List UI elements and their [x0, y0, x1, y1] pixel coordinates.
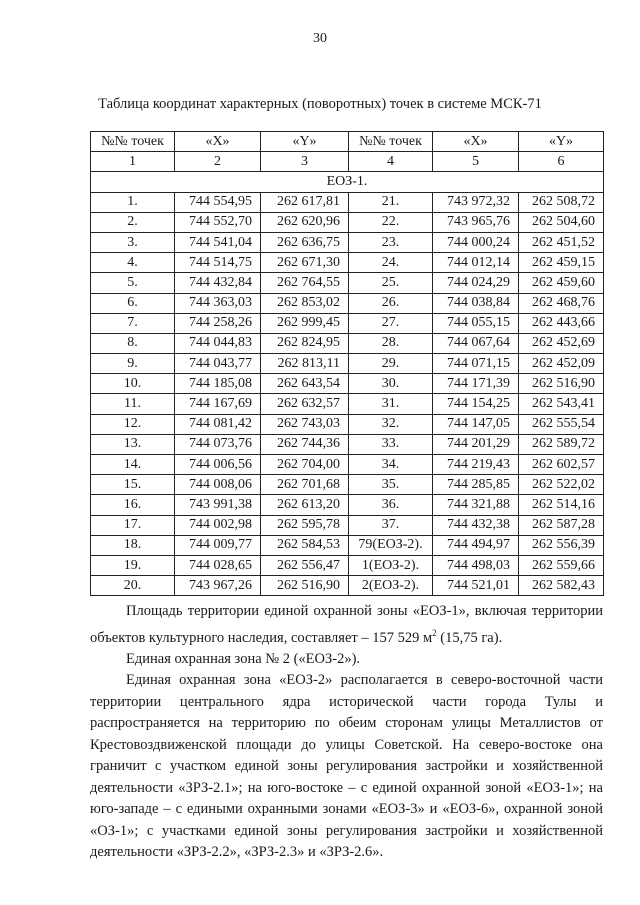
- y-coordinate-cell: 262 559,66: [519, 555, 604, 575]
- page-number: 30: [313, 31, 327, 46]
- area-paragraph: [90, 601, 603, 649]
- x-coordinate-cell: 744 494,97: [433, 535, 519, 555]
- point-number-cell: 35.: [349, 475, 433, 495]
- x-coordinate-cell: 744 432,38: [433, 515, 519, 535]
- column-number-cell: 1: [91, 152, 175, 172]
- point-number-cell: 17.: [91, 515, 175, 535]
- x-coordinate-cell: 744 147,05: [433, 414, 519, 434]
- zone2-description: Единая охранная зона «ЕОЗ-2» располагается в северо-восточной части территории центрального ядра исторической части города Тулы и распространяется на территорию по обеим сторонам улицы Металлистов от Крестовоздвиженской площади до улицы Советской. На северо-востоке она граничит с участком единой зоны регулирования застройки и хозяйственной деятельности «ЗРЗ-2.1»; на юго-востоке – с единой охранной зоной «ЕОЗ-1»; на юго-западе – с едиными охранными зонами «ЕОЗ-3» и «ЕОЗ-6», охранной зоной «ОЗ-1»; с участками единой зоны регулирования застройки и хозяйственной деятельности «ЗРЗ-2.2», «ЗРЗ-2.3» и «ЗРЗ-2.6».: [90, 672, 603, 861]
- table-row: [91, 313, 604, 333]
- x-coordinate-cell: 744 009,77: [175, 535, 261, 555]
- y-coordinate-cell: 262 620,96: [261, 212, 349, 232]
- x-coordinate-cell: 744 008,06: [175, 475, 261, 495]
- column-number-row: [91, 152, 604, 172]
- header-cell: «X»: [433, 132, 519, 152]
- point-number-cell: 24.: [349, 253, 433, 273]
- point-number-cell: 1(ЕОЗ-2).: [349, 555, 433, 575]
- table-header-row: [91, 132, 604, 152]
- point-number-cell: 2(ЕОЗ-2).: [349, 576, 433, 596]
- point-number-cell: 19.: [91, 555, 175, 575]
- y-coordinate-cell: 262 589,72: [519, 434, 604, 454]
- point-number-cell: 22.: [349, 212, 433, 232]
- x-coordinate-cell: 744 002,98: [175, 515, 261, 535]
- x-coordinate-cell: 744 258,26: [175, 313, 261, 333]
- x-coordinate-cell: 744 363,03: [175, 293, 261, 313]
- x-coordinate-cell: 744 552,70: [175, 212, 261, 232]
- y-coordinate-cell: 262 824,95: [261, 333, 349, 353]
- point-number-cell: 9.: [91, 354, 175, 374]
- x-coordinate-cell: 744 498,03: [433, 555, 519, 575]
- point-number-cell: 2.: [91, 212, 175, 232]
- y-coordinate-cell: 262 595,78: [261, 515, 349, 535]
- y-coordinate-cell: 262 602,57: [519, 455, 604, 475]
- table-row: [91, 394, 604, 414]
- y-coordinate-cell: 262 701,68: [261, 475, 349, 495]
- point-number-cell: 79(ЕОЗ-2).: [349, 535, 433, 555]
- x-coordinate-cell: 744 067,64: [433, 333, 519, 353]
- x-coordinate-cell: 744 171,39: [433, 374, 519, 394]
- x-coordinate-cell: 744 154,25: [433, 394, 519, 414]
- y-coordinate-cell: 262 504,60: [519, 212, 604, 232]
- table-row: [91, 232, 604, 252]
- body-text: [90, 601, 603, 864]
- y-coordinate-cell: 262 459,60: [519, 273, 604, 293]
- point-number-cell: 32.: [349, 414, 433, 434]
- y-coordinate-cell: 262 587,28: [519, 515, 604, 535]
- column-number-cell: 2: [175, 152, 261, 172]
- table-row: [91, 434, 604, 454]
- x-coordinate-cell: 744 541,04: [175, 232, 261, 252]
- x-coordinate-cell: 743 972,32: [433, 192, 519, 212]
- point-number-cell: 34.: [349, 455, 433, 475]
- y-coordinate-cell: 262 556,47: [261, 555, 349, 575]
- y-coordinate-cell: 262 516,90: [519, 374, 604, 394]
- header-cell: «Y»: [519, 132, 604, 152]
- x-coordinate-cell: 744 521,01: [433, 576, 519, 596]
- point-number-cell: 30.: [349, 374, 433, 394]
- table-row: [91, 555, 604, 575]
- x-coordinate-cell: 744 081,42: [175, 414, 261, 434]
- x-coordinate-cell: 744 028,65: [175, 555, 261, 575]
- table-row: [91, 354, 604, 374]
- y-coordinate-cell: 262 543,41: [519, 394, 604, 414]
- y-coordinate-cell: 262 584,53: [261, 535, 349, 555]
- x-coordinate-cell: 744 055,15: [433, 313, 519, 333]
- point-number-cell: 27.: [349, 313, 433, 333]
- header-cell: «X»: [175, 132, 261, 152]
- table-row: [91, 515, 604, 535]
- y-coordinate-cell: 262 508,72: [519, 192, 604, 212]
- header-cell: №№ точек: [91, 132, 175, 152]
- point-number-cell: 15.: [91, 475, 175, 495]
- table-row: [91, 535, 604, 555]
- point-number-cell: 3.: [91, 232, 175, 252]
- header-cell: «Y»: [261, 132, 349, 152]
- y-coordinate-cell: 262 617,81: [261, 192, 349, 212]
- y-coordinate-cell: 262 613,20: [261, 495, 349, 515]
- y-coordinate-cell: 262 514,16: [519, 495, 604, 515]
- y-coordinate-cell: 262 704,00: [261, 455, 349, 475]
- table-row: [91, 495, 604, 515]
- point-number-cell: 13.: [91, 434, 175, 454]
- point-number-cell: 10.: [91, 374, 175, 394]
- point-number-cell: 7.: [91, 313, 175, 333]
- point-number-cell: 14.: [91, 455, 175, 475]
- point-number-cell: 20.: [91, 576, 175, 596]
- x-coordinate-cell: 744 554,95: [175, 192, 261, 212]
- y-coordinate-cell: 262 468,76: [519, 293, 604, 313]
- column-number-cell: 3: [261, 152, 349, 172]
- area-hectares: (15,75 га).: [436, 629, 503, 646]
- point-number-cell: 29.: [349, 354, 433, 374]
- x-coordinate-cell: 744 219,43: [433, 455, 519, 475]
- x-coordinate-cell: 744 073,76: [175, 434, 261, 454]
- y-coordinate-cell: 262 744,36: [261, 434, 349, 454]
- area-unit-superscript: 2: [432, 627, 437, 638]
- x-coordinate-cell: 743 991,38: [175, 495, 261, 515]
- x-coordinate-cell: 744 043,77: [175, 354, 261, 374]
- point-number-cell: 5.: [91, 273, 175, 293]
- area-text: Площадь территории единой охранной зоны «ЕОЗ-1», включая территории объектов культурного наследия, составляет – 157 529 м: [90, 603, 603, 646]
- point-number-cell: 16.: [91, 495, 175, 515]
- table-row: [91, 414, 604, 434]
- y-coordinate-cell: 262 813,11: [261, 354, 349, 374]
- point-number-cell: 21.: [349, 192, 433, 212]
- point-number-cell: 33.: [349, 434, 433, 454]
- point-number-cell: 4.: [91, 253, 175, 273]
- table-row: [91, 293, 604, 313]
- section-label: ЕОЗ-1.: [91, 172, 604, 192]
- x-coordinate-cell: 744 024,29: [433, 273, 519, 293]
- y-coordinate-cell: 262 443,66: [519, 313, 604, 333]
- x-coordinate-cell: 744 006,56: [175, 455, 261, 475]
- y-coordinate-cell: 262 853,02: [261, 293, 349, 313]
- y-coordinate-cell: 262 671,30: [261, 253, 349, 273]
- header-cell: №№ точек: [349, 132, 433, 152]
- x-coordinate-cell: 744 038,84: [433, 293, 519, 313]
- x-coordinate-cell: 743 967,26: [175, 576, 261, 596]
- point-number-cell: 11.: [91, 394, 175, 414]
- table-row: [91, 333, 604, 353]
- point-number-cell: 8.: [91, 333, 175, 353]
- y-coordinate-cell: 262 516,90: [261, 576, 349, 596]
- point-number-cell: 1.: [91, 192, 175, 212]
- y-coordinate-cell: 262 582,43: [519, 576, 604, 596]
- y-coordinate-cell: 262 643,54: [261, 374, 349, 394]
- y-coordinate-cell: 262 743,03: [261, 414, 349, 434]
- x-coordinate-cell: 744 285,85: [433, 475, 519, 495]
- x-coordinate-cell: 744 321,88: [433, 495, 519, 515]
- point-number-cell: 31.: [349, 394, 433, 414]
- point-number-cell: 12.: [91, 414, 175, 434]
- point-number-cell: 26.: [349, 293, 433, 313]
- point-number-cell: 25.: [349, 273, 433, 293]
- column-number-cell: 6: [519, 152, 604, 172]
- y-coordinate-cell: 262 459,15: [519, 253, 604, 273]
- y-coordinate-cell: 262 764,55: [261, 273, 349, 293]
- y-coordinate-cell: 262 452,69: [519, 333, 604, 353]
- x-coordinate-cell: 744 000,24: [433, 232, 519, 252]
- x-coordinate-cell: 743 965,76: [433, 212, 519, 232]
- table-title: Таблица координат характерных (поворотных) точек в системе МСК-71: [98, 96, 542, 112]
- point-number-cell: 6.: [91, 293, 175, 313]
- section-row: [91, 172, 604, 192]
- x-coordinate-cell: 744 071,15: [433, 354, 519, 374]
- y-coordinate-cell: 262 636,75: [261, 232, 349, 252]
- column-number-cell: 4: [349, 152, 433, 172]
- y-coordinate-cell: 262 452,09: [519, 354, 604, 374]
- table-row: [91, 455, 604, 475]
- x-coordinate-cell: 744 185,08: [175, 374, 261, 394]
- y-coordinate-cell: 262 555,54: [519, 414, 604, 434]
- y-coordinate-cell: 262 632,57: [261, 394, 349, 414]
- x-coordinate-cell: 744 167,69: [175, 394, 261, 414]
- table-row: [91, 576, 604, 596]
- zone2-heading: Единая охранная зона № 2 («ЕОЗ-2»).: [126, 650, 361, 667]
- table-row: [91, 192, 604, 212]
- table-row: [91, 475, 604, 495]
- point-number-cell: 36.: [349, 495, 433, 515]
- y-coordinate-cell: 262 451,52: [519, 232, 604, 252]
- table-row: [91, 273, 604, 293]
- table-row: [91, 212, 604, 232]
- y-coordinate-cell: 262 556,39: [519, 535, 604, 555]
- x-coordinate-cell: 744 432,84: [175, 273, 261, 293]
- x-coordinate-cell: 744 514,75: [175, 253, 261, 273]
- point-number-cell: 18.: [91, 535, 175, 555]
- table-row: [91, 253, 604, 273]
- x-coordinate-cell: 744 012,14: [433, 253, 519, 273]
- coordinates-table: [90, 131, 604, 596]
- point-number-cell: 28.: [349, 333, 433, 353]
- x-coordinate-cell: 744 201,29: [433, 434, 519, 454]
- y-coordinate-cell: 262 999,45: [261, 313, 349, 333]
- point-number-cell: 37.: [349, 515, 433, 535]
- y-coordinate-cell: 262 522,02: [519, 475, 604, 495]
- x-coordinate-cell: 744 044,83: [175, 333, 261, 353]
- column-number-cell: 5: [433, 152, 519, 172]
- point-number-cell: 23.: [349, 232, 433, 252]
- table-row: [91, 374, 604, 394]
